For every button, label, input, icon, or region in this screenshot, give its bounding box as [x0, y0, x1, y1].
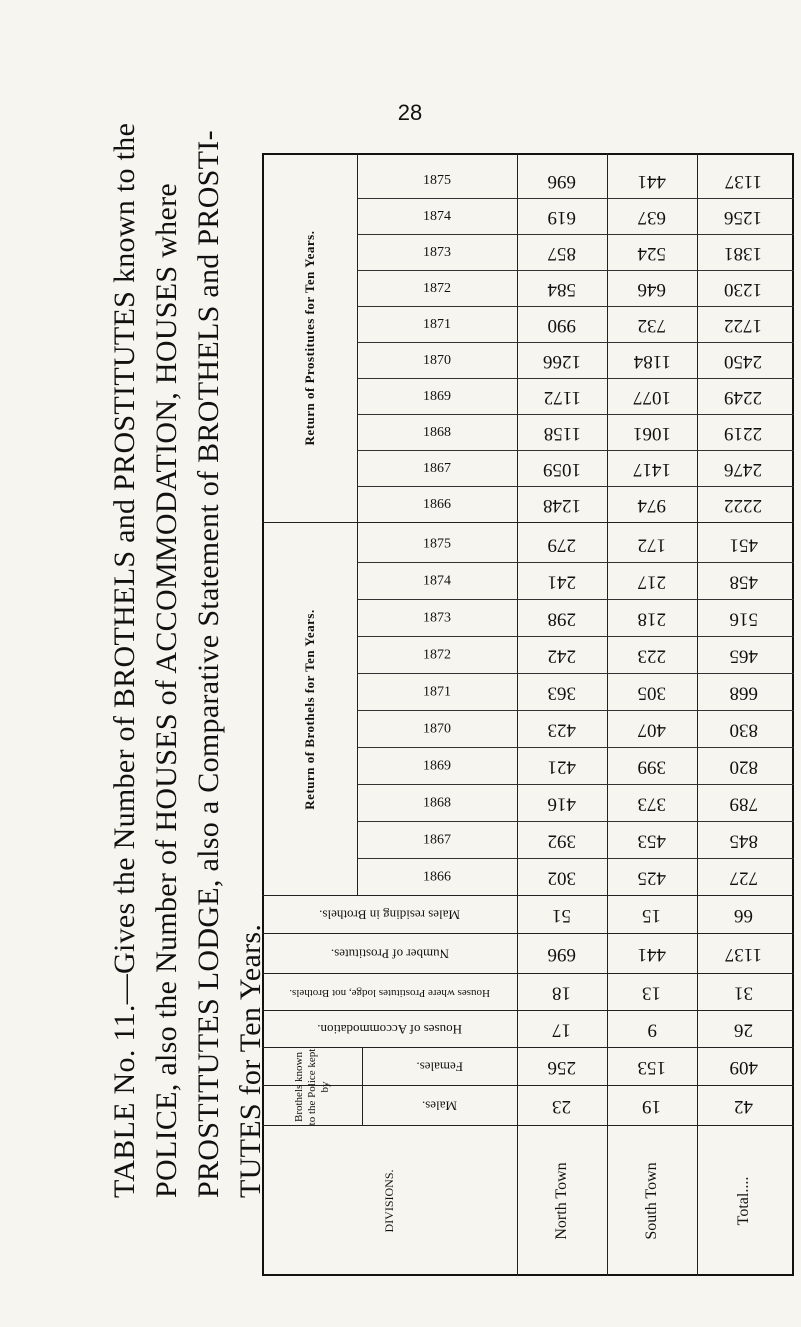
caption-line-3: PROSTITUTES LODGE, also a Comparative Statement of BROTHELS and PROSTI- [192, 130, 225, 1198]
brothel-year-cell: 820 [729, 756, 758, 778]
brothel-year-cell: 279 [547, 534, 577, 556]
group-rule [357, 523, 358, 896]
year-header: 1866 [423, 869, 451, 885]
prostitute-year-cell: 646 [637, 279, 667, 300]
return-prostitutes-header: Return of Prostitutes for Ten Years. [301, 230, 317, 446]
brothel-year-cell: 363 [547, 682, 577, 704]
year-header: 1869 [423, 758, 451, 774]
brothel-year-cell: 458 [729, 571, 758, 593]
return-brothels-header: Return of Brothels for Ten Years. [301, 609, 317, 810]
brothels-group-header: Brothels known to the Police kept by [292, 1048, 331, 1126]
houses-lodge-header: Houses where Prostitutes lodge, not Brothels. [289, 987, 490, 999]
prostitute-year-cell: 1248 [543, 495, 581, 516]
table-cell: 23 [552, 1096, 572, 1117]
prostitute-year-cell: 696 [547, 171, 577, 192]
prostitute-year-cell: 2222 [724, 495, 763, 516]
brothel-year-cell: 727 [729, 867, 758, 889]
table-cell: 17 [552, 1019, 572, 1041]
table-cell: 409 [729, 1057, 758, 1078]
table-cell: 9 [647, 1019, 657, 1041]
prostitute-year-cell: 1381 [724, 243, 763, 264]
prostitute-year-cell: 974 [637, 495, 667, 516]
brothel-year-cell: 223 [637, 645, 667, 667]
table-cell: 31 [734, 982, 753, 1004]
table-cell: 42 [734, 1096, 753, 1117]
year-header: 1874 [423, 573, 451, 589]
year-header: 1871 [423, 684, 451, 700]
males-residing-header: Males residing in Brothels. [319, 907, 460, 923]
brothel-year-cell: 421 [547, 756, 577, 778]
brothel-year-cell: 399 [637, 756, 667, 778]
division-label: North Town [553, 1162, 570, 1240]
caption-line-2: POLICE, also the Number of HOUSES of ACCOMMODATION, HOUSES where [150, 183, 183, 1198]
number-prostitutes-header: Number of Prostitutes. [330, 946, 449, 962]
prostitute-year-cell: 2450 [724, 351, 763, 372]
divisions-header: DIVISIONS. [382, 1169, 396, 1233]
table-cell: 13 [642, 982, 662, 1004]
brothel-year-cell: 516 [729, 608, 758, 630]
brothel-year-cell: 298 [547, 608, 577, 630]
prostitute-year-cell: 524 [637, 243, 667, 264]
year-header: 1875 [423, 536, 451, 552]
prostitute-year-cell: 1266 [543, 351, 581, 372]
year-header: 1875 [423, 173, 451, 188]
brothel-year-cell: 668 [729, 682, 758, 704]
prostitute-year-cell: 1158 [543, 423, 581, 444]
year-header: 1868 [423, 795, 451, 811]
page-number: 28 [397, 100, 423, 125]
year-header: 1873 [423, 610, 451, 626]
table-cell: 19 [642, 1096, 662, 1117]
table-cell: 26 [734, 1019, 753, 1041]
brothel-year-cell: 242 [547, 645, 577, 667]
brothel-year-cell: 305 [637, 682, 667, 704]
caption-line-4: TUTES for Ten Years. [234, 923, 267, 1198]
prostitute-year-cell: 990 [547, 315, 577, 336]
males-header: Males. [421, 1098, 458, 1114]
prostitute-year-cell: 2476 [724, 459, 763, 480]
caption-line-1: TABLE No. 11.—Gives the Number of BROTHELS and PROSTITUTES known to the [108, 122, 141, 1198]
brothel-year-cell: 451 [729, 534, 758, 556]
year-header: 1872 [423, 281, 451, 296]
prostitute-year-cell: 637 [637, 207, 667, 228]
table-cell: 51 [552, 905, 572, 926]
year-header: 1871 [423, 317, 451, 332]
year-header: 1866 [423, 497, 451, 512]
females-header: Females. [416, 1059, 463, 1075]
prostitute-year-cell: 1722 [724, 315, 763, 336]
brothel-year-cell: 218 [637, 608, 667, 630]
brothel-year-cell: 172 [637, 534, 667, 556]
prostitute-year-cell: 857 [547, 243, 577, 264]
year-header: 1867 [423, 461, 451, 476]
table-cell: 256 [547, 1057, 577, 1078]
year-header: 1873 [423, 245, 451, 260]
table-cell: 66 [734, 905, 753, 926]
prostitute-year-cell: 2249 [724, 387, 763, 408]
year-header: 1868 [423, 425, 451, 440]
brothel-year-cell: 830 [729, 719, 758, 741]
table-cell: 18 [552, 982, 572, 1004]
year-header: 1872 [423, 647, 451, 663]
group-rule [357, 153, 358, 523]
brothel-year-cell: 423 [547, 719, 577, 741]
table-cell: 15 [642, 905, 662, 926]
prostitute-year-cell: 619 [547, 207, 577, 228]
brothel-year-cell: 217 [637, 571, 667, 593]
prostitute-year-cell: 1059 [543, 459, 581, 480]
prostitute-year-cell: 732 [637, 315, 667, 336]
year-header: 1874 [423, 209, 451, 224]
brothel-year-cell: 373 [637, 793, 667, 815]
division-label: South Town [643, 1162, 660, 1240]
brothel-year-cell: 302 [547, 867, 577, 889]
prostitute-year-cell: 1417 [633, 459, 671, 480]
brothel-year-cell: 789 [729, 793, 758, 815]
prostitute-year-cell: 1230 [724, 279, 763, 300]
brothel-year-cell: 407 [637, 719, 667, 741]
brothel-year-cell: 453 [637, 830, 667, 852]
brothel-year-cell: 845 [729, 830, 758, 852]
prostitute-year-cell: 584 [547, 279, 577, 300]
table-cell: 153 [637, 1057, 667, 1078]
table-cell: 1137 [724, 944, 763, 965]
prostitute-year-cell: 1077 [633, 387, 671, 408]
prostitute-year-cell: 1184 [633, 351, 671, 372]
year-header: 1867 [423, 832, 451, 848]
brothel-year-cell: 241 [547, 571, 577, 593]
prostitute-year-cell: 441 [637, 171, 667, 192]
statistics-table [262, 153, 794, 1276]
prostitute-year-cell: 1137 [724, 171, 763, 192]
houses-accommodation-header: Houses of Accommodation. [317, 1022, 462, 1037]
brothel-year-cell: 465 [729, 645, 758, 667]
brothel-year-cell: 425 [637, 867, 667, 889]
table-caption [108, 0, 267, 1198]
table-cell: 696 [547, 944, 577, 965]
table-cell: 441 [637, 944, 667, 965]
prostitute-year-cell: 1172 [543, 387, 581, 408]
brothel-year-cell: 392 [547, 830, 577, 852]
prostitute-year-cell: 1256 [724, 207, 763, 228]
prostitute-year-cell: 2219 [724, 423, 763, 444]
year-header: 1869 [423, 389, 451, 404]
year-header: 1870 [423, 721, 451, 737]
division-label: Total.... [734, 1176, 752, 1226]
year-header: 1870 [423, 353, 451, 368]
prostitute-year-cell: 1061 [633, 423, 671, 444]
brothel-year-cell: 416 [547, 793, 577, 815]
